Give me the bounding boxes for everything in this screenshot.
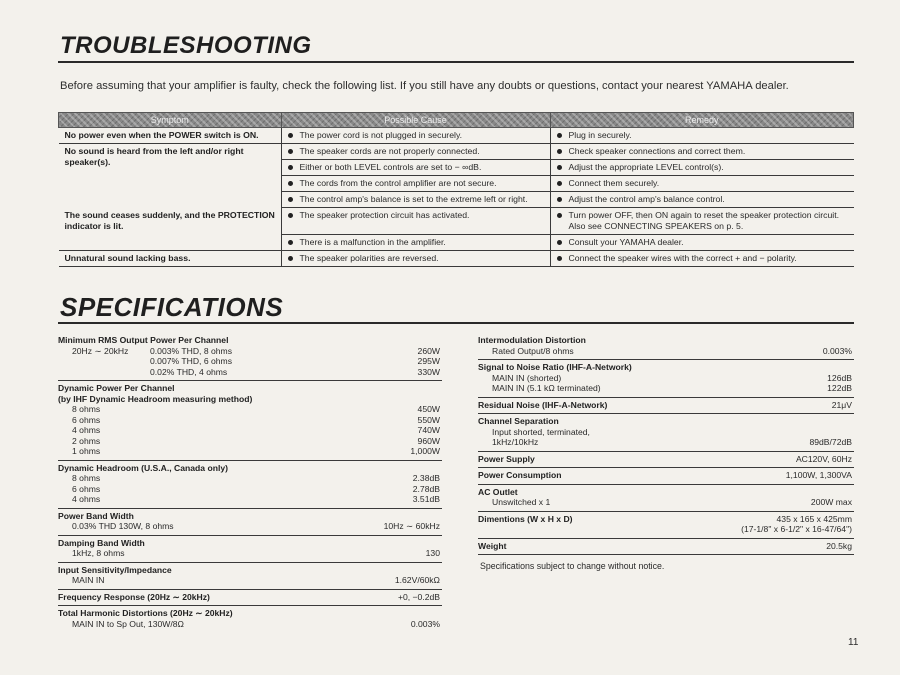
title-rule	[58, 61, 854, 63]
spec-row	[58, 521, 442, 532]
spec-heading: Frequency Response (20Hz ∼ 20kHz)	[58, 591, 210, 602]
spec-value: 21μV	[831, 399, 852, 410]
symptom-cell: No power even when the POWER switch is ON.	[59, 128, 282, 144]
spec-value: 295W	[417, 356, 440, 366]
spec-value: 200W max	[810, 497, 852, 507]
intro-text: Before assuming that your amplifier is faulty, check the following list. If you still have any doubts or questions, contact your nearest YAMAHA dealer.	[60, 80, 789, 92]
spec-row	[478, 454, 854, 465]
spec-row	[58, 425, 442, 436]
spec-label: 8 ohms	[72, 473, 101, 483]
spec-row	[478, 497, 854, 508]
spec-heading: Minimum RMS Output Power Per Channel	[58, 335, 229, 345]
spec-label: Input shorted, terminated,	[492, 426, 590, 437]
spec-row	[58, 415, 442, 426]
spec-row	[58, 436, 442, 447]
cause-text: The power cord is not plugged in securely.	[299, 130, 463, 140]
spec-heading: Dynamic Headroom (U.S.A., Canada only)	[58, 462, 228, 473]
spec-row	[478, 373, 854, 384]
spec-damping	[58, 535, 442, 562]
bullet-icon	[288, 213, 293, 218]
cause-cell	[281, 128, 550, 144]
spec-label: 0.007% THD, 6 ohms	[150, 356, 232, 366]
spec-value: 122dB	[827, 383, 852, 393]
spec-dynamic-power	[58, 380, 442, 460]
spec-label: 1 ohms	[72, 446, 101, 456]
spec-label: MAIN IN to Sp Out, 130W/8Ω	[72, 618, 184, 629]
spec-value: 0.003%	[410, 618, 440, 629]
remedy-cell	[550, 235, 854, 251]
spec-heading: Signal to Noise Ratio (IHF-A-Network)	[478, 362, 632, 372]
spec-dimensions	[478, 511, 854, 538]
spec-value: 0.003%	[822, 345, 852, 356]
symptom-cell: The sound ceases suddenly, and the PROTECTION indicator is lit.	[59, 208, 282, 251]
spec-value: 20.5kg	[826, 540, 852, 551]
remedy-text: Check speaker connections and correct them.	[568, 146, 746, 156]
spec-heading: Intermodulation Distortion	[478, 335, 586, 345]
bullet-icon	[557, 181, 562, 186]
bullet-icon	[557, 213, 562, 218]
spec-value: 960W	[417, 435, 440, 446]
bullet-icon	[288, 256, 293, 261]
spec-value: +0, −0.2dB	[397, 591, 440, 602]
spec-label: 1kHz/10kHz	[492, 437, 539, 447]
spec-row	[478, 437, 854, 448]
spec-row	[58, 356, 442, 367]
spec-power-band	[58, 508, 442, 535]
spec-range: 20Hz ∼ 20kHz	[72, 345, 129, 356]
bullet-icon	[288, 181, 293, 186]
spec-value: 126dB	[827, 372, 852, 383]
spec-value: 740W	[417, 425, 440, 435]
spec-heading: Input Sensitivity/Impedance	[58, 564, 172, 575]
table-header-row	[59, 113, 854, 128]
remedy-cell	[550, 176, 854, 192]
bullet-icon	[288, 133, 293, 138]
cause-text: The speaker polarities are reversed.	[299, 253, 439, 263]
spec-label: 0.003% THD, 8 ohms	[150, 345, 232, 356]
spec-value: 260W	[417, 345, 440, 356]
spec-snr	[478, 359, 854, 397]
spec-value: 130	[425, 548, 440, 558]
spec-heading: Residual Noise (IHF-A-Network)	[478, 399, 608, 410]
spec-weight	[478, 538, 854, 556]
bullet-icon	[288, 149, 293, 154]
spec-row	[58, 446, 442, 457]
remedy-cell	[550, 128, 854, 144]
spec-value: 10Hz ∼ 60kHz	[383, 521, 440, 531]
table-row	[59, 251, 854, 267]
spec-value: 1,000W	[410, 446, 440, 456]
spec-value: 2.38dB	[412, 473, 440, 483]
remedy-cell	[550, 192, 854, 208]
spec-heading: Total Harmonic Distortions (20Hz ∼ 20kHz)	[58, 608, 233, 618]
spec-row	[58, 548, 442, 559]
cause-text: There is a malfunction in the amplifier.	[299, 237, 446, 247]
cause-cell	[281, 235, 550, 251]
spec-row	[58, 575, 442, 586]
spec-dynamic-headroom	[58, 460, 442, 508]
remedy-text: Connect them securely.	[568, 178, 660, 188]
spec-heading: Channel Separation	[478, 416, 559, 426]
cause-cell	[281, 192, 550, 208]
spec-value: 3.51dB	[412, 494, 440, 504]
table-row	[59, 128, 854, 144]
bullet-icon	[288, 240, 293, 245]
spec-input-sensitivity	[58, 562, 442, 589]
cause-text: Either or both LEVEL controls are set to − ∞dB.	[299, 162, 482, 172]
specs-left-column	[58, 333, 442, 632]
spec-row	[58, 346, 442, 357]
spec-thd	[58, 605, 442, 632]
spec-heading: (by IHF Dynamic Headroom measuring method)	[58, 393, 253, 404]
spec-heading: Damping Band Width	[58, 537, 145, 548]
remedy-text: Turn power OFF, then ON again to reset the speaker protection circuit. Also see CONNECTING SPEAKERS on p. 5.	[568, 210, 840, 231]
spec-channel-separation	[478, 413, 854, 451]
spec-row	[478, 346, 854, 357]
cause-text: The speaker cords are not properly connected.	[299, 146, 480, 156]
header-remedy: Remedy	[550, 113, 854, 128]
spec-heading: Weight	[478, 540, 507, 551]
spec-row	[58, 367, 442, 378]
cause-text: The speaker protection circuit has activated.	[299, 210, 470, 220]
spec-row	[478, 524, 854, 535]
spec-label: 4 ohms	[72, 494, 101, 504]
spec-heading: Power Supply	[478, 453, 535, 464]
spec-label: 4 ohms	[72, 425, 101, 435]
spec-row	[58, 484, 442, 495]
spec-frequency-response	[58, 589, 442, 606]
spec-heading: AC Outlet	[478, 486, 518, 497]
remedy-cell	[550, 160, 854, 176]
spec-heading: Power Band Width	[58, 510, 134, 521]
cause-cell	[281, 144, 550, 160]
remedy-text: Adjust the control amp's balance control.	[568, 194, 725, 204]
remedy-text: Adjust the appropriate LEVEL control(s).	[568, 162, 724, 172]
cause-cell	[281, 208, 550, 235]
spec-row	[58, 494, 442, 505]
spec-row	[58, 619, 442, 630]
spec-row	[478, 427, 854, 438]
spec-power-supply	[478, 451, 854, 468]
spec-imd	[478, 333, 854, 359]
spec-row	[58, 404, 442, 415]
spec-row	[478, 383, 854, 394]
spec-value: 550W	[417, 414, 440, 425]
remedy-cell	[550, 208, 854, 235]
spec-value: 330W	[417, 366, 440, 377]
cause-cell	[281, 251, 550, 267]
spec-value: 450W	[417, 404, 440, 414]
spec-heading: Dynamic Power Per Channel	[58, 383, 175, 393]
spec-row	[478, 470, 854, 481]
spec-label: 6 ohms	[72, 414, 101, 425]
bullet-icon	[557, 240, 562, 245]
specifications-title: SPECIFICATIONS	[60, 292, 284, 322]
spec-value: 89dB/72dB	[809, 437, 852, 447]
table-row	[59, 208, 854, 235]
remedy-text: Connect the speaker wires with the correct + and − polarity.	[568, 253, 797, 263]
spec-row	[478, 400, 854, 411]
cause-cell	[281, 176, 550, 192]
cause-text: The control amp's balance is set to the extreme left or right.	[299, 194, 528, 204]
cause-text: The cords from the control amplifier are not secure.	[299, 178, 497, 188]
spec-label: 0.03% THD 130W, 8 ohms	[72, 521, 174, 531]
symptom-cell: Unnatural sound lacking bass.	[59, 251, 282, 267]
spec-label: 8 ohms	[72, 404, 101, 414]
spec-label: MAIN IN (5.1 kΩ terminated)	[492, 383, 601, 393]
bullet-icon	[557, 149, 562, 154]
header-symptom: Symptom	[59, 113, 282, 128]
troubleshooting-title: TROUBLESHOOTING	[60, 32, 312, 59]
header-cause: Possible Cause	[281, 113, 550, 128]
spec-label: Rated Output/8 ohms	[492, 345, 574, 356]
troubleshooting-table	[58, 112, 854, 267]
remedy-text: Plug in securely.	[568, 130, 632, 140]
spec-label: 6 ohms	[72, 483, 101, 494]
spec-label: Unswitched x 1	[492, 497, 551, 507]
spec-label: MAIN IN (shorted)	[492, 372, 562, 383]
remedy-cell	[550, 144, 854, 160]
bullet-icon	[557, 165, 562, 170]
remedy-text: Consult your YAMAHA dealer.	[568, 237, 684, 247]
spec-value: AC120V, 60Hz	[795, 453, 852, 464]
spec-row	[478, 541, 854, 552]
bullet-icon	[288, 197, 293, 202]
specs-right-column	[478, 333, 854, 555]
spec-power-consumption	[478, 467, 854, 484]
spec-value: (17-1/8" x 6-1/2" x 16-47/64")	[741, 524, 852, 534]
cause-cell	[281, 160, 550, 176]
spec-heading: Power Consumption	[478, 470, 562, 480]
spec-row	[58, 473, 442, 484]
spec-label: 0.02% THD, 4 ohms	[150, 366, 228, 377]
bullet-icon	[557, 133, 562, 138]
page-number: 11	[848, 637, 859, 648]
spec-min-rms	[58, 333, 442, 380]
bullet-icon	[557, 197, 562, 202]
spec-value: 435 x 165 x 425mm	[776, 513, 852, 524]
remedy-cell	[550, 251, 854, 267]
spec-heading: Dimentions (W x H x D)	[478, 513, 573, 524]
spec-value: 1,100W, 1,300VA	[785, 470, 852, 480]
spec-note: Specifications subject to change without notice.	[480, 561, 665, 571]
spec-residual-noise	[478, 397, 854, 414]
spec-label: 1kHz, 8 ohms	[72, 548, 125, 558]
bullet-icon	[557, 256, 562, 261]
spec-label: 2 ohms	[72, 435, 101, 446]
spec-value: 2.78dB	[412, 483, 440, 494]
symptom-cell: No sound is heard from the left and/or right speaker(s).	[59, 144, 282, 208]
title-rule	[58, 322, 854, 324]
spec-ac-outlet	[478, 484, 854, 511]
spec-row	[58, 592, 442, 603]
spec-label: MAIN IN	[72, 575, 105, 585]
spec-row	[478, 514, 854, 525]
spec-value: 1.62V/60kΩ	[394, 575, 440, 585]
bullet-icon	[288, 165, 293, 170]
table-row	[59, 144, 854, 160]
